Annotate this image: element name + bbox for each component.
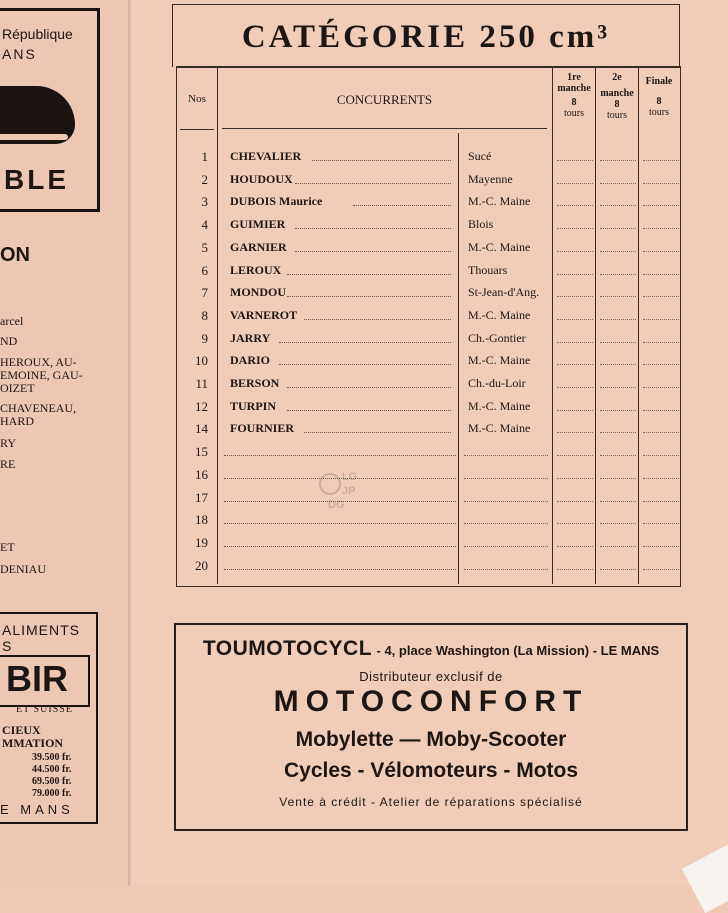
leader-dots xyxy=(279,341,451,343)
score-cell xyxy=(557,159,593,161)
advertisement-box xyxy=(174,623,688,831)
ad-line2: Cycles - Vélomoteurs - Motos xyxy=(283,759,579,782)
row-number: 11 xyxy=(195,376,208,391)
competitor-town: M.-C. Maine xyxy=(468,194,531,208)
row-number: 9 xyxy=(201,331,208,346)
score-cell xyxy=(643,318,679,320)
table-row xyxy=(176,395,679,417)
score-cell xyxy=(557,273,593,275)
row-number: 19 xyxy=(195,535,208,550)
score-cell xyxy=(557,295,593,297)
header-concurrents: CONCURRENTS xyxy=(336,92,433,107)
table-row xyxy=(176,463,679,485)
score-cell xyxy=(600,295,636,297)
score-cell xyxy=(643,341,679,343)
left-price-3: 79.000 fr. xyxy=(32,788,72,799)
left-ad-title1: ALIMENTS xyxy=(2,622,81,638)
header-m2: 2e manche 8 tours xyxy=(600,72,634,121)
score-cell xyxy=(643,250,679,252)
header-no: Nos xyxy=(188,93,206,105)
header-final: Finale 8 tours xyxy=(645,76,673,118)
leader-dots xyxy=(224,568,456,570)
row-number: 5 xyxy=(201,240,208,255)
score-cell xyxy=(643,159,679,161)
row-number: 18 xyxy=(195,512,208,527)
row-number: 20 xyxy=(195,558,208,573)
leader-dots xyxy=(287,386,451,388)
leader-dots xyxy=(224,522,456,524)
score-cell xyxy=(557,568,593,570)
score-cell xyxy=(600,522,636,524)
table-row xyxy=(176,145,679,167)
score-cell xyxy=(600,341,636,343)
left-item-8: RE xyxy=(0,457,16,471)
competitor-town: Thouars xyxy=(468,263,508,277)
table-row xyxy=(176,508,679,530)
competitor-name: DARIO xyxy=(230,353,271,367)
table-row xyxy=(176,372,679,394)
left-item-3: EMOINE, GAU- xyxy=(0,368,83,382)
left-item-4: OIZET xyxy=(0,381,35,395)
ad-main: MOTOCONFORT xyxy=(273,685,589,718)
ad-header xyxy=(176,637,686,661)
row-number: 7 xyxy=(201,285,208,300)
left-logo-text: BLE xyxy=(4,164,69,195)
town-blank-line xyxy=(464,522,548,524)
competitor-name: GARNIER xyxy=(230,240,287,254)
score-cell xyxy=(643,295,679,297)
score-cell xyxy=(600,227,636,229)
score-cell xyxy=(643,500,679,502)
table-row xyxy=(176,327,679,349)
left-section-title: ON xyxy=(0,244,30,266)
table-row xyxy=(176,213,679,235)
score-cell xyxy=(643,454,679,456)
leader-dots xyxy=(224,454,456,456)
row-number: 4 xyxy=(201,217,208,232)
table-row xyxy=(176,236,679,258)
competitor-name: VARNEROT xyxy=(230,308,298,322)
ad-line1: Mobylette — Moby-Scooter xyxy=(295,728,567,751)
score-cell xyxy=(557,477,593,479)
competitor-town: M.-C. Maine xyxy=(468,240,531,254)
score-cell xyxy=(600,159,636,161)
row-number: 3 xyxy=(201,194,208,209)
score-cell xyxy=(643,568,679,570)
left-item-7: RY xyxy=(0,436,17,450)
town-blank-line xyxy=(464,454,548,456)
row-number: 15 xyxy=(195,444,208,459)
score-cell xyxy=(600,477,636,479)
competitor-town: M.-C. Maine xyxy=(468,353,531,367)
watermark-stamp xyxy=(316,466,368,510)
table-row xyxy=(176,486,679,508)
score-cell xyxy=(557,341,593,343)
title-box xyxy=(172,4,680,67)
competitor-name: GUIMIER xyxy=(230,217,286,231)
left-item-1: ND xyxy=(0,334,18,348)
leader-dots xyxy=(304,431,451,433)
row-number: 16 xyxy=(195,467,208,482)
left-item-5: CHAVENEAU, xyxy=(0,401,77,415)
row-number: 17 xyxy=(195,490,208,505)
competitor-town: Ch.-du-Loir xyxy=(468,376,526,390)
ad-brand: TOUMOTOCYCL xyxy=(202,637,373,660)
table-row xyxy=(176,259,679,281)
score-cell xyxy=(643,204,679,206)
score-cell xyxy=(643,273,679,275)
header-underline xyxy=(222,128,547,129)
score-cell xyxy=(557,318,593,320)
score-cell xyxy=(557,431,593,433)
score-cell xyxy=(600,273,636,275)
competitor-town: M.-C. Maine xyxy=(468,399,531,413)
score-cell xyxy=(557,522,593,524)
left-ad-footer: E MANS xyxy=(0,802,74,817)
ad-distrib: Distributeur exclusif de xyxy=(359,669,503,684)
table-row xyxy=(176,349,679,371)
leader-dots xyxy=(287,273,451,275)
score-cell xyxy=(600,409,636,411)
leader-dots xyxy=(353,204,451,206)
score-cell xyxy=(643,477,679,479)
competitor-town: St-Jean-d'Ang. xyxy=(468,285,540,299)
competitor-name: JARRY xyxy=(230,331,271,345)
score-cell xyxy=(557,500,593,502)
score-cell xyxy=(557,250,593,252)
left-ad-line2: MMATION xyxy=(2,736,64,750)
row-number: 6 xyxy=(201,263,208,278)
score-cell xyxy=(643,386,679,388)
competitor-name: CHEVALIER xyxy=(230,149,302,163)
competitor-name: DUBOIS Maurice xyxy=(230,194,323,208)
left-page-fragment xyxy=(0,0,128,886)
competitor-name: LEROUX xyxy=(230,263,282,277)
score-cell xyxy=(557,227,593,229)
table-row xyxy=(176,281,679,303)
left-item-2: HEROUX, AU- xyxy=(0,355,77,369)
town-blank-line xyxy=(464,500,548,502)
left-ad-logo: BIR xyxy=(6,658,68,699)
town-blank-line xyxy=(464,545,548,547)
left-logo-stripe xyxy=(0,134,68,140)
score-cell xyxy=(557,454,593,456)
score-cell xyxy=(600,545,636,547)
leader-dots xyxy=(312,159,451,161)
score-cell xyxy=(600,204,636,206)
score-cell xyxy=(600,250,636,252)
left-item-10: DENIAU xyxy=(0,562,46,576)
leader-dots xyxy=(279,363,451,365)
left-ad-line1: CIEUX xyxy=(2,723,41,737)
leader-dots xyxy=(295,182,451,184)
left-item-6: HARD xyxy=(0,414,35,428)
row-number: 8 xyxy=(201,308,208,323)
left-price-0: 39.500 fr. xyxy=(32,752,72,763)
table-row xyxy=(176,168,679,190)
score-cell xyxy=(557,409,593,411)
leader-dots xyxy=(295,250,451,252)
score-cell xyxy=(557,386,593,388)
ad-footer: Vente à crédit - Atelier de réparations spécialisé xyxy=(279,795,583,809)
left-price-1: 44.500 fr. xyxy=(32,764,72,775)
town-blank-line xyxy=(464,568,548,570)
table-row xyxy=(176,190,679,212)
row-number: 12 xyxy=(195,399,208,414)
left-item-9: ET xyxy=(0,540,15,554)
competitor-town: Ch.-Gontier xyxy=(468,331,526,345)
score-cell xyxy=(643,182,679,184)
left-item-0: arcel xyxy=(0,314,24,328)
table-row xyxy=(176,440,679,462)
score-cell xyxy=(600,454,636,456)
header-m1: 1re manche 8 tours xyxy=(557,72,591,119)
town-blank-line xyxy=(464,477,548,479)
score-cell xyxy=(600,363,636,365)
score-cell xyxy=(557,545,593,547)
score-cell xyxy=(600,182,636,184)
row-number: 2 xyxy=(201,172,208,187)
competitor-town: Mayenne xyxy=(468,172,513,186)
table-row xyxy=(176,304,679,326)
page-gutter xyxy=(128,0,136,886)
score-cell xyxy=(643,363,679,365)
score-cell xyxy=(643,409,679,411)
score-cell xyxy=(600,431,636,433)
page-title: CATÉGORIE 250 cm³ xyxy=(241,19,611,55)
svg-text:LG: LG xyxy=(342,471,358,483)
table-row xyxy=(176,554,679,576)
score-cell xyxy=(643,522,679,524)
competitor-town: Blois xyxy=(468,217,494,231)
score-cell xyxy=(557,204,593,206)
score-cell xyxy=(643,431,679,433)
svg-text:DG: DG xyxy=(328,499,345,510)
score-cell xyxy=(643,227,679,229)
competitor-town: M.-C. Maine xyxy=(468,421,531,435)
leader-dots xyxy=(287,409,451,411)
row-number: 10 xyxy=(195,353,208,368)
score-cell xyxy=(600,386,636,388)
competitor-town: M.-C. Maine xyxy=(468,308,531,322)
score-cell xyxy=(557,363,593,365)
leader-dots xyxy=(224,545,456,547)
leader-dots xyxy=(304,318,451,320)
table-row xyxy=(176,417,679,439)
score-cell xyxy=(643,545,679,547)
score-cell xyxy=(557,182,593,184)
row-number: 1 xyxy=(201,149,208,164)
score-cell xyxy=(600,318,636,320)
left-price-2: 69.500 fr. xyxy=(32,776,72,787)
ad-address: - 4, place Washington (La Mission) - LE MANS xyxy=(376,643,660,658)
competitor-name: BERSON xyxy=(230,376,280,390)
leader-dots xyxy=(287,295,451,297)
competitor-name: FOURNIER xyxy=(230,421,295,435)
left-ad-sub: ET SUISSE xyxy=(16,704,73,715)
left-header-line2: ANS xyxy=(2,46,37,62)
row-number: 14 xyxy=(195,421,208,436)
competitor-name: HOUDOUX xyxy=(230,172,293,186)
table-row xyxy=(176,531,679,553)
competitor-town: Sucé xyxy=(468,149,492,163)
leader-dots xyxy=(295,227,451,229)
score-cell xyxy=(600,568,636,570)
left-ad-title2: S xyxy=(2,638,12,654)
competitor-name: MONDOU xyxy=(230,285,286,299)
competitor-name: TURPIN xyxy=(230,399,277,413)
score-cell xyxy=(600,500,636,502)
header-underline-no xyxy=(180,129,214,130)
svg-text:JP: JP xyxy=(342,485,356,497)
left-header-line1: République xyxy=(2,26,73,42)
